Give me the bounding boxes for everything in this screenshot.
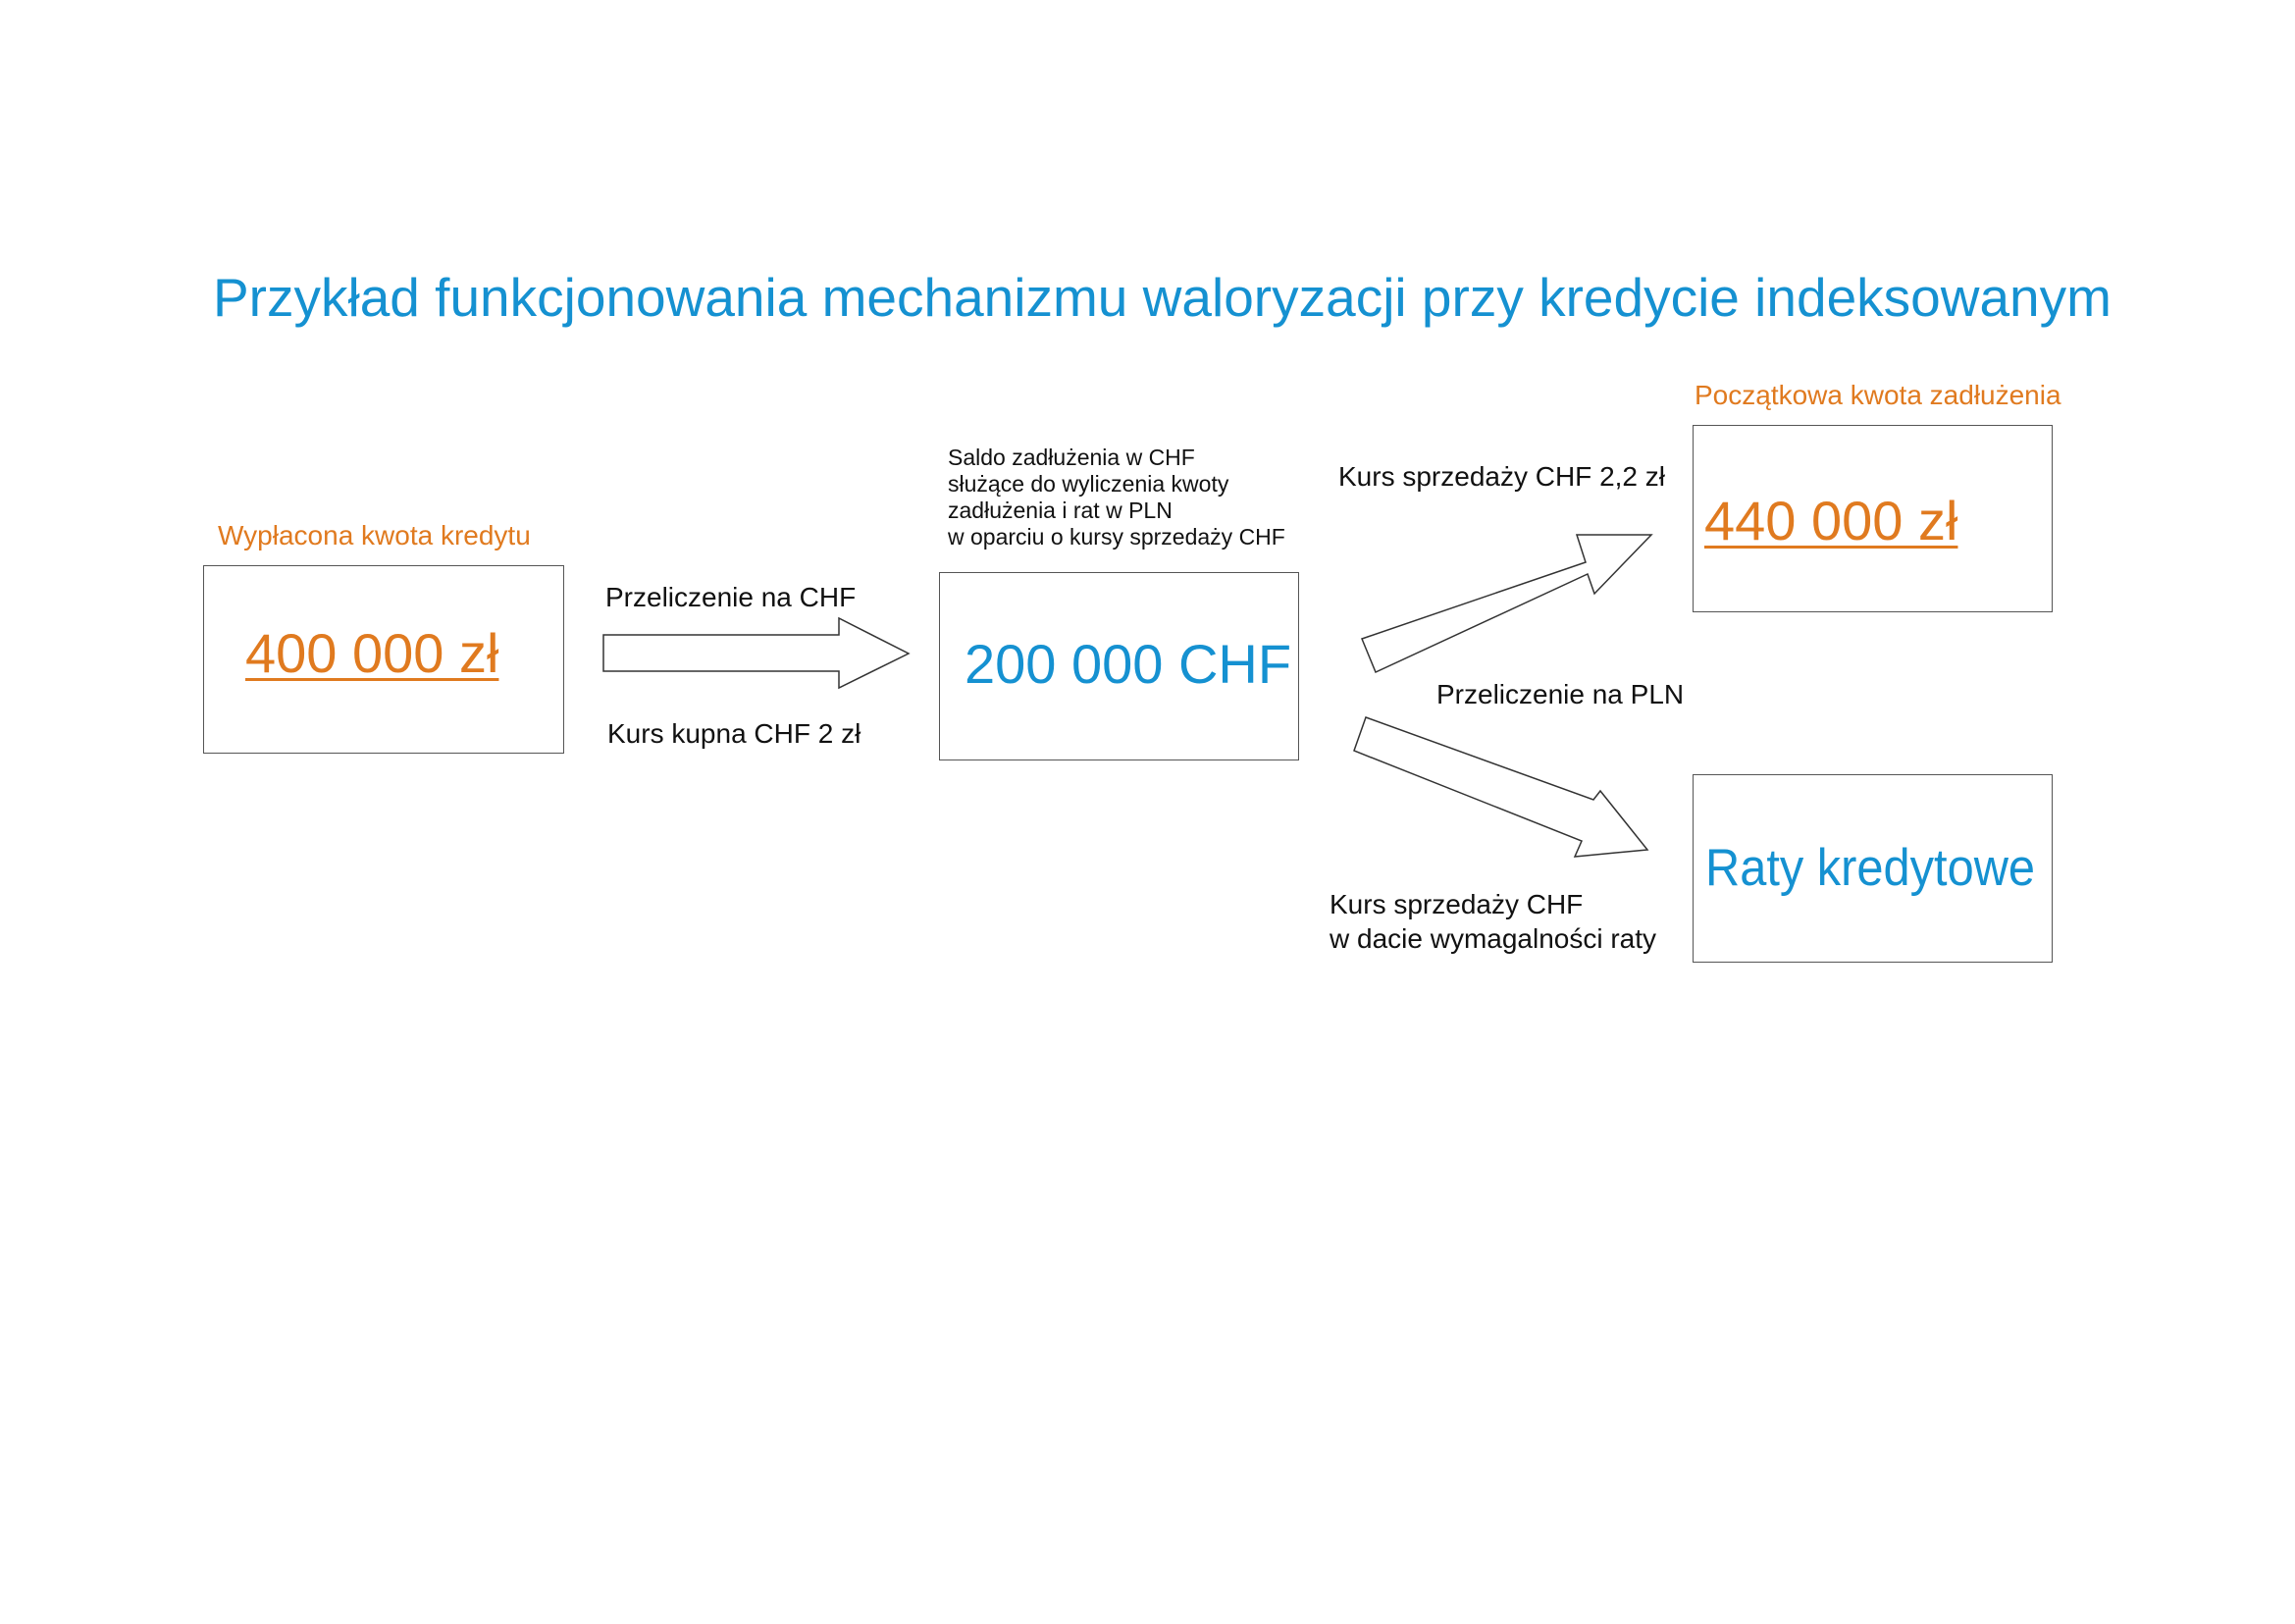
arrow-to-chf xyxy=(603,618,909,688)
installments-box xyxy=(1693,774,2053,963)
diagram-title: Przykład funkcjonowania mechanizmu waloryzacji przy kredycie indeksowanym xyxy=(213,267,2112,328)
sell-rate-label: Kurs sprzedaży CHF 2,2 zł xyxy=(1338,461,1665,492)
sell-rate-due-date-line: Kurs sprzedaży CHF xyxy=(1330,889,1584,919)
chf-balance-note-line: Saldo zadłużenia w CHF xyxy=(948,445,1195,470)
initial-debt-box xyxy=(1693,425,2053,612)
chf-balance-note-line: w oparciu o kursy sprzedaży CHF xyxy=(948,524,1285,550)
chf-balance-box xyxy=(939,572,1299,760)
chf-balance-note-line: służące do wyliczenia kwoty xyxy=(948,471,1229,497)
sell-rate-due-date-line: w dacie wymagalności raty xyxy=(1330,923,1657,954)
chf-balance-value: 200 000 CHF xyxy=(965,633,1292,695)
disbursed-amount-caption: Wypłacona kwota kredytu xyxy=(218,520,531,550)
initial-debt-value: 440 000 zł xyxy=(1704,490,1958,551)
arrow-to-installments xyxy=(1354,717,1647,857)
chf-balance-note xyxy=(948,445,1360,550)
convert-to-pln-label: Przeliczenie na PLN xyxy=(1436,679,1685,709)
arrow-to-debt xyxy=(1362,535,1651,672)
chf-balance-note-line: zadłużenia i rat w PLN xyxy=(948,498,1173,523)
convert-to-chf-label: Przeliczenie na CHF xyxy=(605,582,857,612)
disbursed-amount-value: 400 000 zł xyxy=(245,622,499,684)
disbursed-amount-box xyxy=(203,565,564,754)
initial-debt-caption: Początkowa kwota zadłużenia xyxy=(1695,380,2061,410)
buy-rate-label: Kurs kupna CHF 2 zł xyxy=(607,718,861,749)
sell-rate-due-date-label xyxy=(1330,887,1656,956)
installments-label: Raty kredytowe xyxy=(1705,839,2036,897)
